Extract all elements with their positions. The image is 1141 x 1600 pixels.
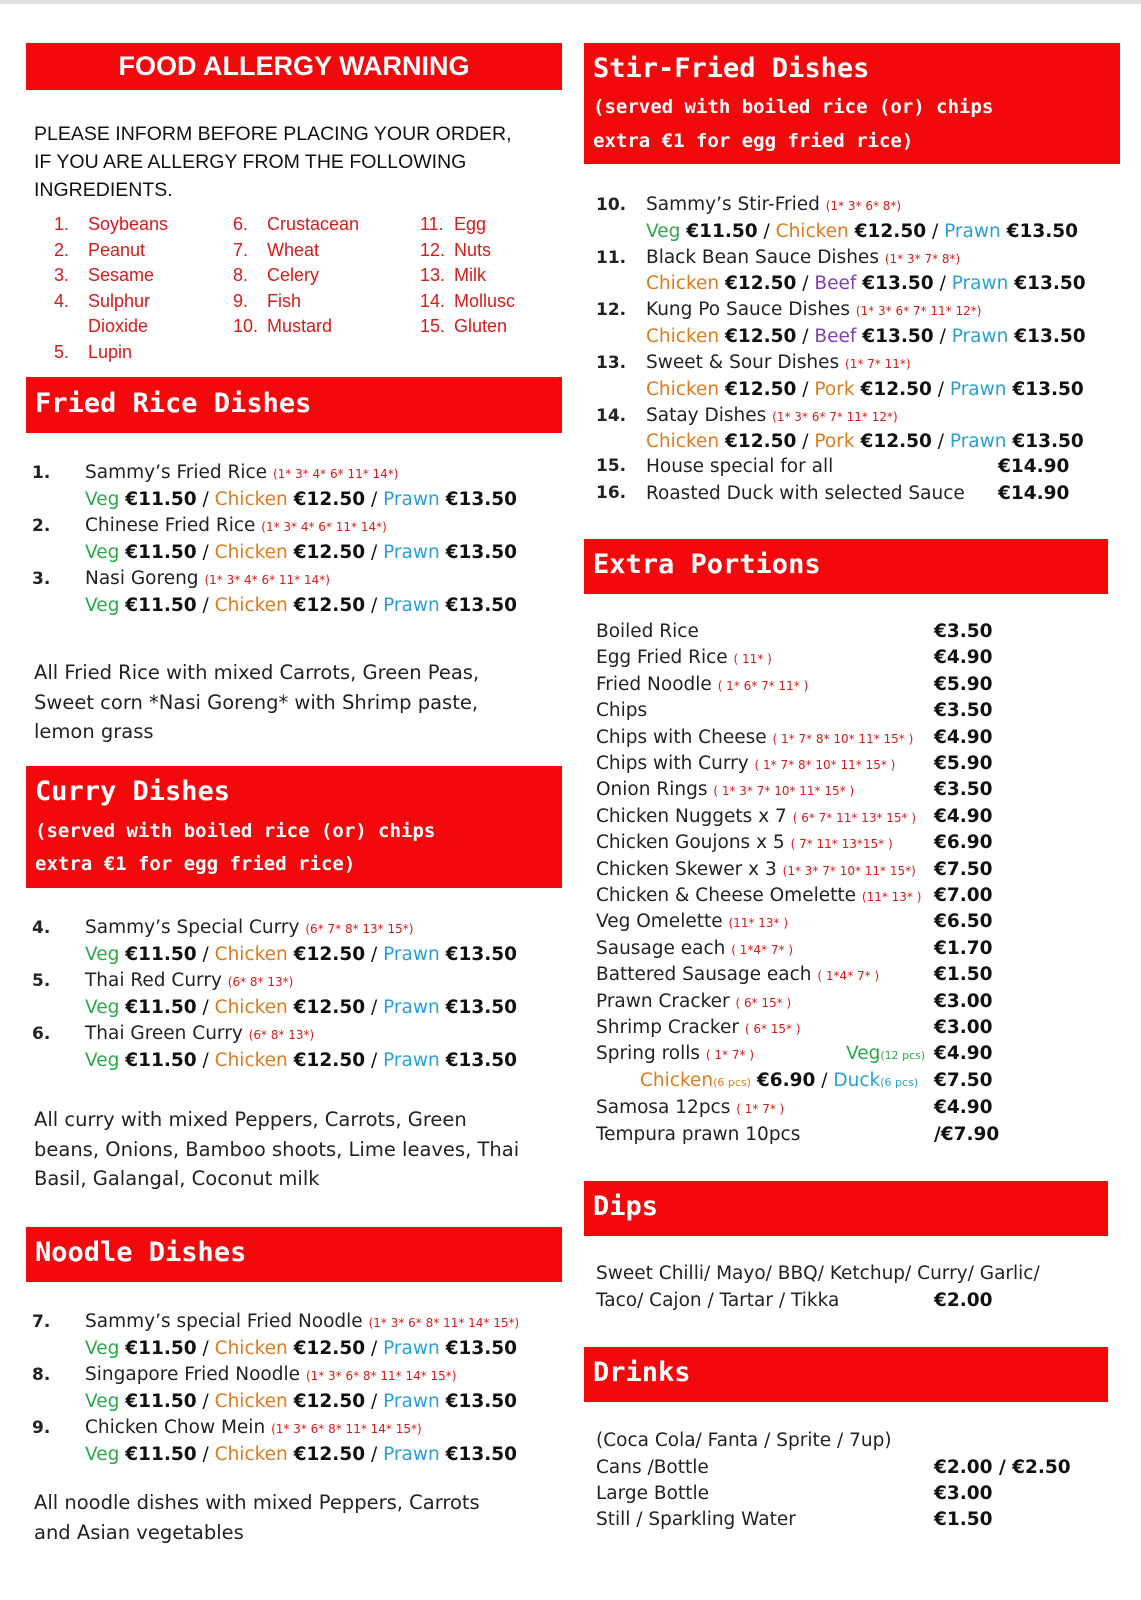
note-line: All curry with mixed Peppers, Carrots, Green xyxy=(34,1108,467,1131)
item-name: Satay Dishes (1* 3* 6* 7* 11* 12*) xyxy=(646,404,898,426)
extra-portion-item: Chips €3.50 xyxy=(596,700,993,722)
option-price: €12.50 xyxy=(860,378,932,400)
dips-line-1: Sweet Chilli/ Mayo/ BBQ/ Ketchup/ Curry/ Garlic/ xyxy=(596,1263,1040,1284)
option-label: Prawn xyxy=(951,273,1009,295)
item-price: €6.50 xyxy=(934,911,993,933)
option-price: €12.50 xyxy=(293,1443,366,1465)
section-subtitle: (served with boiled rice (or) chips xyxy=(593,96,994,118)
option-label: Prawn xyxy=(383,541,440,563)
allergen-item: 10. Mustard xyxy=(233,316,333,336)
option-label: Veg xyxy=(85,594,120,616)
section-title: Fried Rice Dishes xyxy=(35,388,312,419)
item-price: €3.50 xyxy=(934,700,993,722)
allergen-codes: (1* 3* 6* 8* 11* 14* 15*) xyxy=(271,1422,422,1436)
spring-rolls-row-2: Chicken(6 pcs) €6.90 / Duck(6 pcs) €7.50 xyxy=(640,1070,993,1091)
option-price: €11.50 xyxy=(125,1390,197,1412)
allergen-list-2 xyxy=(233,212,359,340)
option-price: €13.50 xyxy=(445,541,517,563)
allergen-codes: ( 6* 15* ) xyxy=(735,995,792,1010)
item-number: 14. xyxy=(596,405,627,426)
option-price: €13.50 xyxy=(445,594,517,616)
item-number: 11. xyxy=(596,247,627,268)
note-line: Basil, Galangal, Coconut milk xyxy=(34,1167,320,1190)
extra-portion-item: Chips with Cheese ( 1* 7* 8* 10* 11* 15* ) €4.90 xyxy=(596,726,993,748)
item-price: €3.50 xyxy=(934,621,993,642)
option-price: €13.50 xyxy=(445,996,517,1018)
option-label: Prawn xyxy=(383,943,440,965)
allergen-codes: ( 1* 7* 8* 10* 11* 15* ) xyxy=(754,758,896,772)
allergen-codes: (1* 3* 7* 10* 11* 15*) xyxy=(782,863,916,878)
section-title: Noodle Dishes xyxy=(35,1237,247,1268)
allergen-item: 1. Soybeans xyxy=(54,214,169,234)
allergen-codes: ( 6* 15* ) xyxy=(744,1022,801,1036)
note-line: lemon grass xyxy=(34,720,154,743)
option-price: €12.50 xyxy=(860,431,932,453)
option-price: €12.50 xyxy=(293,1337,366,1359)
item-price: €5.90 xyxy=(934,753,993,774)
option-label: Veg xyxy=(85,488,120,510)
allergen-codes: (1* 7* 11*) xyxy=(845,357,911,372)
item-price: €3.00 xyxy=(934,1483,993,1504)
option-price: €13.50 xyxy=(445,943,517,965)
option-price: €11.50 xyxy=(125,1443,197,1465)
option-label: Prawn xyxy=(383,1049,440,1071)
option-price: €12.50 xyxy=(293,1049,366,1071)
allergen-codes: (1* 3* 6* 7* 11* 12*) xyxy=(772,409,898,424)
item-price: €4.90 xyxy=(934,805,993,827)
stir-fried-header xyxy=(584,43,1120,164)
item-name: Sammy’s Stir-Fried (1* 3* 6* 8*) xyxy=(646,194,902,215)
item-number: 2. xyxy=(32,516,51,536)
note-line: All Fried Rice with mixed Carrots, Green Peas, xyxy=(34,661,480,684)
option-label: Chicken xyxy=(214,996,288,1018)
option-label: Chicken xyxy=(646,431,720,453)
samosa-row: Samosa 12pcs ( 1* 7* ) €4.90 xyxy=(596,1097,993,1118)
menu-item-15: 15. House special for all €14.90 xyxy=(596,456,1070,477)
section-title: Stir-Fried Dishes xyxy=(593,53,870,84)
allergen-item: 2. Peanut xyxy=(54,239,146,260)
option-price: €12.50 xyxy=(293,541,366,563)
noodle-note xyxy=(34,1488,554,1547)
item-name: Chinese Fried Rice (1* 3* 4* 6* 11* 14*) xyxy=(85,515,387,536)
option-price: €13.50 xyxy=(445,1337,517,1359)
option-label: Veg xyxy=(85,996,120,1018)
item-price: €5.90 xyxy=(934,673,993,695)
item-price: €4.90 xyxy=(934,1043,993,1064)
option-price: €11.50 xyxy=(125,594,197,616)
option-price: €11.50 xyxy=(125,943,197,965)
extra-portion-item: Sausage each ( 1*4* 7* ) €1.70 xyxy=(596,937,993,959)
option-price: €11.50 xyxy=(125,1049,197,1071)
item-number: 4. xyxy=(32,918,51,938)
item-price: €1.50 xyxy=(934,1509,993,1530)
spring-rolls-row: Spring rolls ( 1* 7* ) Veg(12 pcs) €4.90 xyxy=(596,1043,993,1064)
allergen-codes: (11* 13* ) xyxy=(861,890,922,904)
curry-note xyxy=(34,1105,554,1194)
option-label: Chicken xyxy=(214,1049,288,1071)
allergen-codes: (1* 3* 7* 8*) xyxy=(884,251,961,266)
extra-portion-item: Onion Rings ( 1* 3* 7* 10* 11* 15* ) €3.50 xyxy=(596,779,993,801)
item-price: €14.90 xyxy=(998,483,1070,504)
allergy-intro-line: INGREDIENTS. xyxy=(34,179,173,201)
section-title: Curry Dishes xyxy=(35,776,231,807)
item-number: 10. xyxy=(596,195,627,215)
dips-line-2: Taco/ Cajon / Tartar / Tikka €2.00 xyxy=(596,1290,993,1311)
allergen-item: 14. Mollusc xyxy=(420,290,516,311)
option-label: Prawn xyxy=(383,1443,440,1465)
option-price: €13.50 xyxy=(1014,325,1086,347)
item-number: 13. xyxy=(596,353,627,374)
allergen-codes: ( 6* 7* 11* 13* 15* ) xyxy=(792,810,917,825)
allergen-item: 12. Nuts xyxy=(420,239,492,260)
allergen-codes: (1* 3* 6* 7* 11* 12*) xyxy=(855,304,982,319)
option-label: Chicken xyxy=(214,943,288,965)
option-label: Chicken xyxy=(214,1337,288,1359)
allergen-item: 3. Sesame xyxy=(54,265,155,285)
option-label: Pork xyxy=(814,378,855,400)
section-subtitle: extra €1 for egg fried rice) xyxy=(35,853,356,875)
extra-portion-item: Battered Sausage each ( 1*4* 7* ) €1.50 xyxy=(596,964,993,986)
option-price: €13.50 xyxy=(1012,431,1084,453)
option-label: Veg xyxy=(85,1049,120,1071)
option-label: Chicken xyxy=(214,594,288,616)
tempura-row: Tempura prawn 10pcs /€7.90 xyxy=(596,1124,1000,1145)
allergen-item: 15. Gluten xyxy=(420,316,508,336)
allergen-list-3 xyxy=(420,212,515,340)
option-label: Prawn xyxy=(944,220,1001,242)
item-name: Thai Green Curry (6* 8* 13*) xyxy=(85,1023,315,1044)
allergen-item: 11. Egg xyxy=(420,214,487,234)
option-price: €13.50 xyxy=(445,1443,517,1465)
item-price: €7.50 xyxy=(934,858,993,880)
allergen-item: 9. Fish xyxy=(233,290,302,311)
option-price: €13.50 xyxy=(1012,378,1084,400)
item-price: €2.00 / €2.50 xyxy=(934,1457,1071,1478)
allergen-codes: (1* 3* 4* 6* 11* 14*) xyxy=(261,520,387,534)
option-price: €11.50 xyxy=(125,488,197,510)
option-label: Veg xyxy=(85,1443,120,1465)
item-number: 3. xyxy=(32,569,51,589)
extra-portions-header xyxy=(584,539,1108,594)
item-price: €1.70 xyxy=(934,937,993,959)
option-price: €12.50 xyxy=(725,273,797,295)
noodle-header xyxy=(26,1227,562,1282)
drink-item: Still / Sparkling Water €1.50 xyxy=(596,1509,993,1530)
allergen-codes: ( 7* 11* 13*15* ) xyxy=(790,837,893,852)
item-name: Nasi Goreng (1* 3* 4* 6* 11* 14*) xyxy=(85,568,330,589)
allergen-codes: (1* 3* 6* 8* 11* 14* 15*) xyxy=(368,1316,520,1330)
item-number: 9. xyxy=(32,1418,51,1438)
top-divider xyxy=(0,0,1141,4)
section-subtitle: (served with boiled rice (or) chips xyxy=(35,820,436,842)
curry-header xyxy=(26,766,562,888)
option-label: Prawn xyxy=(949,378,1007,400)
extra-portion-item: Egg Fried Rice ( 11* ) €4.90 xyxy=(596,647,993,669)
option-label: Prawn xyxy=(383,488,440,510)
option-label: Pork xyxy=(814,431,855,453)
section-title: Drinks xyxy=(593,1357,691,1388)
allergen-codes: ( 1* 6* 7* 11* ) xyxy=(717,678,809,693)
allergen-codes: ( 11* ) xyxy=(733,652,772,667)
extra-portion-item: Fried Noodle ( 1* 6* 7* 11* ) €5.90 xyxy=(596,673,993,695)
allergen-codes: (6* 8* 13*) xyxy=(227,975,294,989)
item-name: Sammy’s Special Curry (6* 7* 8* 13* 15*) xyxy=(85,917,414,938)
option-price: €13.50 xyxy=(445,1049,517,1071)
option-label: Veg xyxy=(646,220,681,242)
extra-portion-item: Chicken Goujons x 5 ( 7* 11* 13*15* ) €6.90 xyxy=(596,832,993,854)
allergen-item: Dioxide xyxy=(88,316,149,336)
section-subtitle: extra €1 for egg fried rice) xyxy=(593,130,914,152)
option-label: Prawn xyxy=(951,325,1009,347)
item-price: €6.90 xyxy=(934,832,993,854)
option-price: €11.50 xyxy=(125,541,197,563)
option-price: €12.50 xyxy=(725,378,797,400)
allergen-item: 4. Sulphur xyxy=(54,290,151,311)
option-price: €12.50 xyxy=(293,943,366,965)
option-price: €12.50 xyxy=(293,594,366,616)
section-title: Dips xyxy=(593,1191,659,1222)
extra-portion-item: Chips with Curry ( 1* 7* 8* 10* 11* 15* ) €5.90 xyxy=(596,753,993,774)
note-line: All noodle dishes with mixed Peppers, Carrots xyxy=(34,1491,480,1514)
allergen-codes: ( 1* 7* 8* 10* 11* 15* ) xyxy=(772,731,914,746)
allergen-list-1 xyxy=(54,212,168,365)
allergy-warning-title: FOOD ALLERGY WARNING xyxy=(26,43,562,90)
option-label: Chicken xyxy=(214,488,288,510)
extra-portion-item: Chicken Nuggets x 7 ( 6* 7* 11* 13* 15* ) €4.90 xyxy=(596,805,993,827)
drink-item: Cans /Bottle €2.00 / €2.50 xyxy=(596,1457,1071,1478)
allergen-codes: (1* 3* 4* 6* 11* 14*) xyxy=(272,467,399,481)
option-price: €12.50 xyxy=(854,220,927,242)
option-label: Veg xyxy=(85,541,120,563)
allergen-codes: ( 1*4* 7* ) xyxy=(731,942,794,957)
option-price: €13.50 xyxy=(445,1390,517,1412)
allergen-codes: (1* 3* 4* 6* 11* 14*) xyxy=(204,573,330,587)
item-price: €3.00 xyxy=(934,990,993,1012)
allergen-codes: (1* 3* 6* 8* 11* 14* 15*) xyxy=(305,1369,457,1383)
option-label: Chicken xyxy=(775,220,849,242)
item-price: €4.90 xyxy=(934,1097,993,1118)
option-price: €11.50 xyxy=(686,220,758,242)
section-title: Extra Portions xyxy=(593,549,821,580)
option-label: Chicken xyxy=(214,541,288,563)
item-name: Sammy’s Fried Rice (1* 3* 4* 6* 11* 14*) xyxy=(85,462,399,483)
item-price: €4.90 xyxy=(934,726,993,748)
note-line: and Asian vegetables xyxy=(34,1520,244,1544)
allergen-codes: (1* 3* 6* 8*) xyxy=(825,199,902,213)
drinks-line: (Coca Cola/ Fanta / Sprite / 7up) xyxy=(596,1430,892,1451)
allergen-item: 7. Wheat xyxy=(233,239,320,260)
allergen-codes: ( 1* 3* 7* 10* 11* 15* ) xyxy=(713,784,855,799)
item-price: €7.00 xyxy=(934,885,993,906)
option-label: Prawn xyxy=(383,1390,440,1412)
option-label: Chicken xyxy=(214,1443,288,1465)
allergen-item: 8. Celery xyxy=(233,265,320,285)
item-price: €7.50 xyxy=(934,1070,993,1091)
item-number: 7. xyxy=(32,1312,51,1332)
allergen-codes: (6* 7* 8* 13* 15*) xyxy=(305,922,414,936)
item-name: Black Bean Sauce Dishes (1* 3* 7* 8*) xyxy=(646,246,961,268)
item-number: 1. xyxy=(32,463,51,483)
item-number: 6. xyxy=(32,1024,51,1044)
item-number: 12. xyxy=(596,300,627,321)
option-price: €12.50 xyxy=(293,488,366,510)
item-price: €4.90 xyxy=(934,647,993,669)
allergy-intro xyxy=(34,120,511,204)
item-number: 5. xyxy=(32,971,51,991)
option-price: €12.50 xyxy=(293,1390,366,1412)
option-label: Veg xyxy=(85,1390,120,1412)
fried-rice-header xyxy=(26,377,562,433)
note-line: Sweet corn *Nasi Goreng* with Shrimp paste, xyxy=(34,690,479,714)
allergy-intro-line: IF YOU ARE ALLERGY FROM THE FOLLOWING xyxy=(34,151,467,173)
allergy-intro-line: PLEASE INFORM BEFORE PLACING YOUR ORDER, xyxy=(34,123,512,145)
option-label: Veg xyxy=(85,1337,120,1359)
note-line: beans, Onions, Bamboo shoots, Lime leaves, Thai xyxy=(34,1137,520,1161)
option-price: €12.50 xyxy=(725,431,797,453)
item-name: Sammy’s special Fried Noodle (1* 3* 6* 8* 11* 14* 15*) xyxy=(85,1311,520,1332)
item-name: Chicken Chow Mein (1* 3* 6* 8* 11* 14* 15*) xyxy=(85,1417,422,1438)
option-label: Beef xyxy=(814,325,857,347)
extra-portion-item: Chicken & Cheese Omelette (11* 13* ) €7.00 xyxy=(596,885,993,906)
item-name: Thai Red Curry (6* 8* 13*) xyxy=(85,970,294,991)
item-price: €3.00 xyxy=(934,1017,993,1038)
option-label: Veg xyxy=(85,943,120,965)
item-name: Singapore Fried Noodle (1* 3* 6* 8* 11* 14* 15*) xyxy=(85,1364,457,1385)
extra-portion-item: Boiled Rice €3.50 xyxy=(596,621,993,642)
option-label: Prawn xyxy=(383,996,440,1018)
item-name: Sweet & Sour Dishes (1* 7* 11*) xyxy=(646,352,911,374)
fried-rice-note xyxy=(34,658,554,747)
option-price: €13.50 xyxy=(445,488,517,510)
drinks-header xyxy=(584,1347,1108,1402)
extra-portion-item: Prawn Cracker ( 6* 15* ) €3.00 xyxy=(596,990,993,1012)
option-price: €13.50 xyxy=(1006,220,1078,242)
option-price: €13.50 xyxy=(862,325,934,347)
option-label: Chicken xyxy=(214,1390,288,1412)
allergen-item: 13. Milk xyxy=(420,265,486,285)
drink-item: Large Bottle €3.00 xyxy=(596,1483,993,1504)
allergen-codes: (6* 8* 13*) xyxy=(248,1028,315,1042)
allergen-item: 6. Crustacean xyxy=(233,214,360,234)
dips-header xyxy=(584,1181,1108,1236)
extra-portion-item: Chicken Skewer x 3 (1* 3* 7* 10* 11* 15*) €7.50 xyxy=(596,858,993,880)
menu-item-16: 16. Roasted Duck with selected Sauce €14.90 xyxy=(596,483,1070,504)
item-price: €1.50 xyxy=(934,964,993,986)
allergen-codes: (11* 13* ) xyxy=(728,916,789,931)
option-price: €11.50 xyxy=(125,996,197,1018)
option-price: €12.50 xyxy=(293,996,366,1018)
option-label: Chicken xyxy=(646,378,720,400)
allergen-codes: ( 1*4* 7* ) xyxy=(817,969,880,984)
option-price: €13.50 xyxy=(1014,273,1086,295)
option-label: Chicken xyxy=(646,273,720,295)
option-label: Beef xyxy=(814,273,857,295)
allergen-item: 5. Lupin xyxy=(54,341,133,362)
item-number: 8. xyxy=(32,1365,51,1385)
item-price: €3.50 xyxy=(934,779,993,801)
option-label: Prawn xyxy=(949,431,1007,453)
extra-portion-item: Shrimp Cracker ( 6* 15* ) €3.00 xyxy=(596,1017,993,1038)
option-price: €12.50 xyxy=(725,325,797,347)
item-price: /€7.90 xyxy=(934,1124,1000,1145)
option-label: Prawn xyxy=(383,594,440,616)
option-label: Prawn xyxy=(383,1337,440,1359)
option-price: €13.50 xyxy=(862,273,934,295)
option-label: Chicken xyxy=(646,325,720,347)
item-price: €2.00 xyxy=(934,1290,993,1311)
extra-portion-item: Veg Omelette (11* 13* ) €6.50 xyxy=(596,911,993,933)
item-name: Kung Po Sauce Dishes (1* 3* 6* 7* 11* 12*) xyxy=(646,299,982,321)
item-price: €14.90 xyxy=(998,456,1070,477)
option-price: €11.50 xyxy=(125,1337,197,1359)
